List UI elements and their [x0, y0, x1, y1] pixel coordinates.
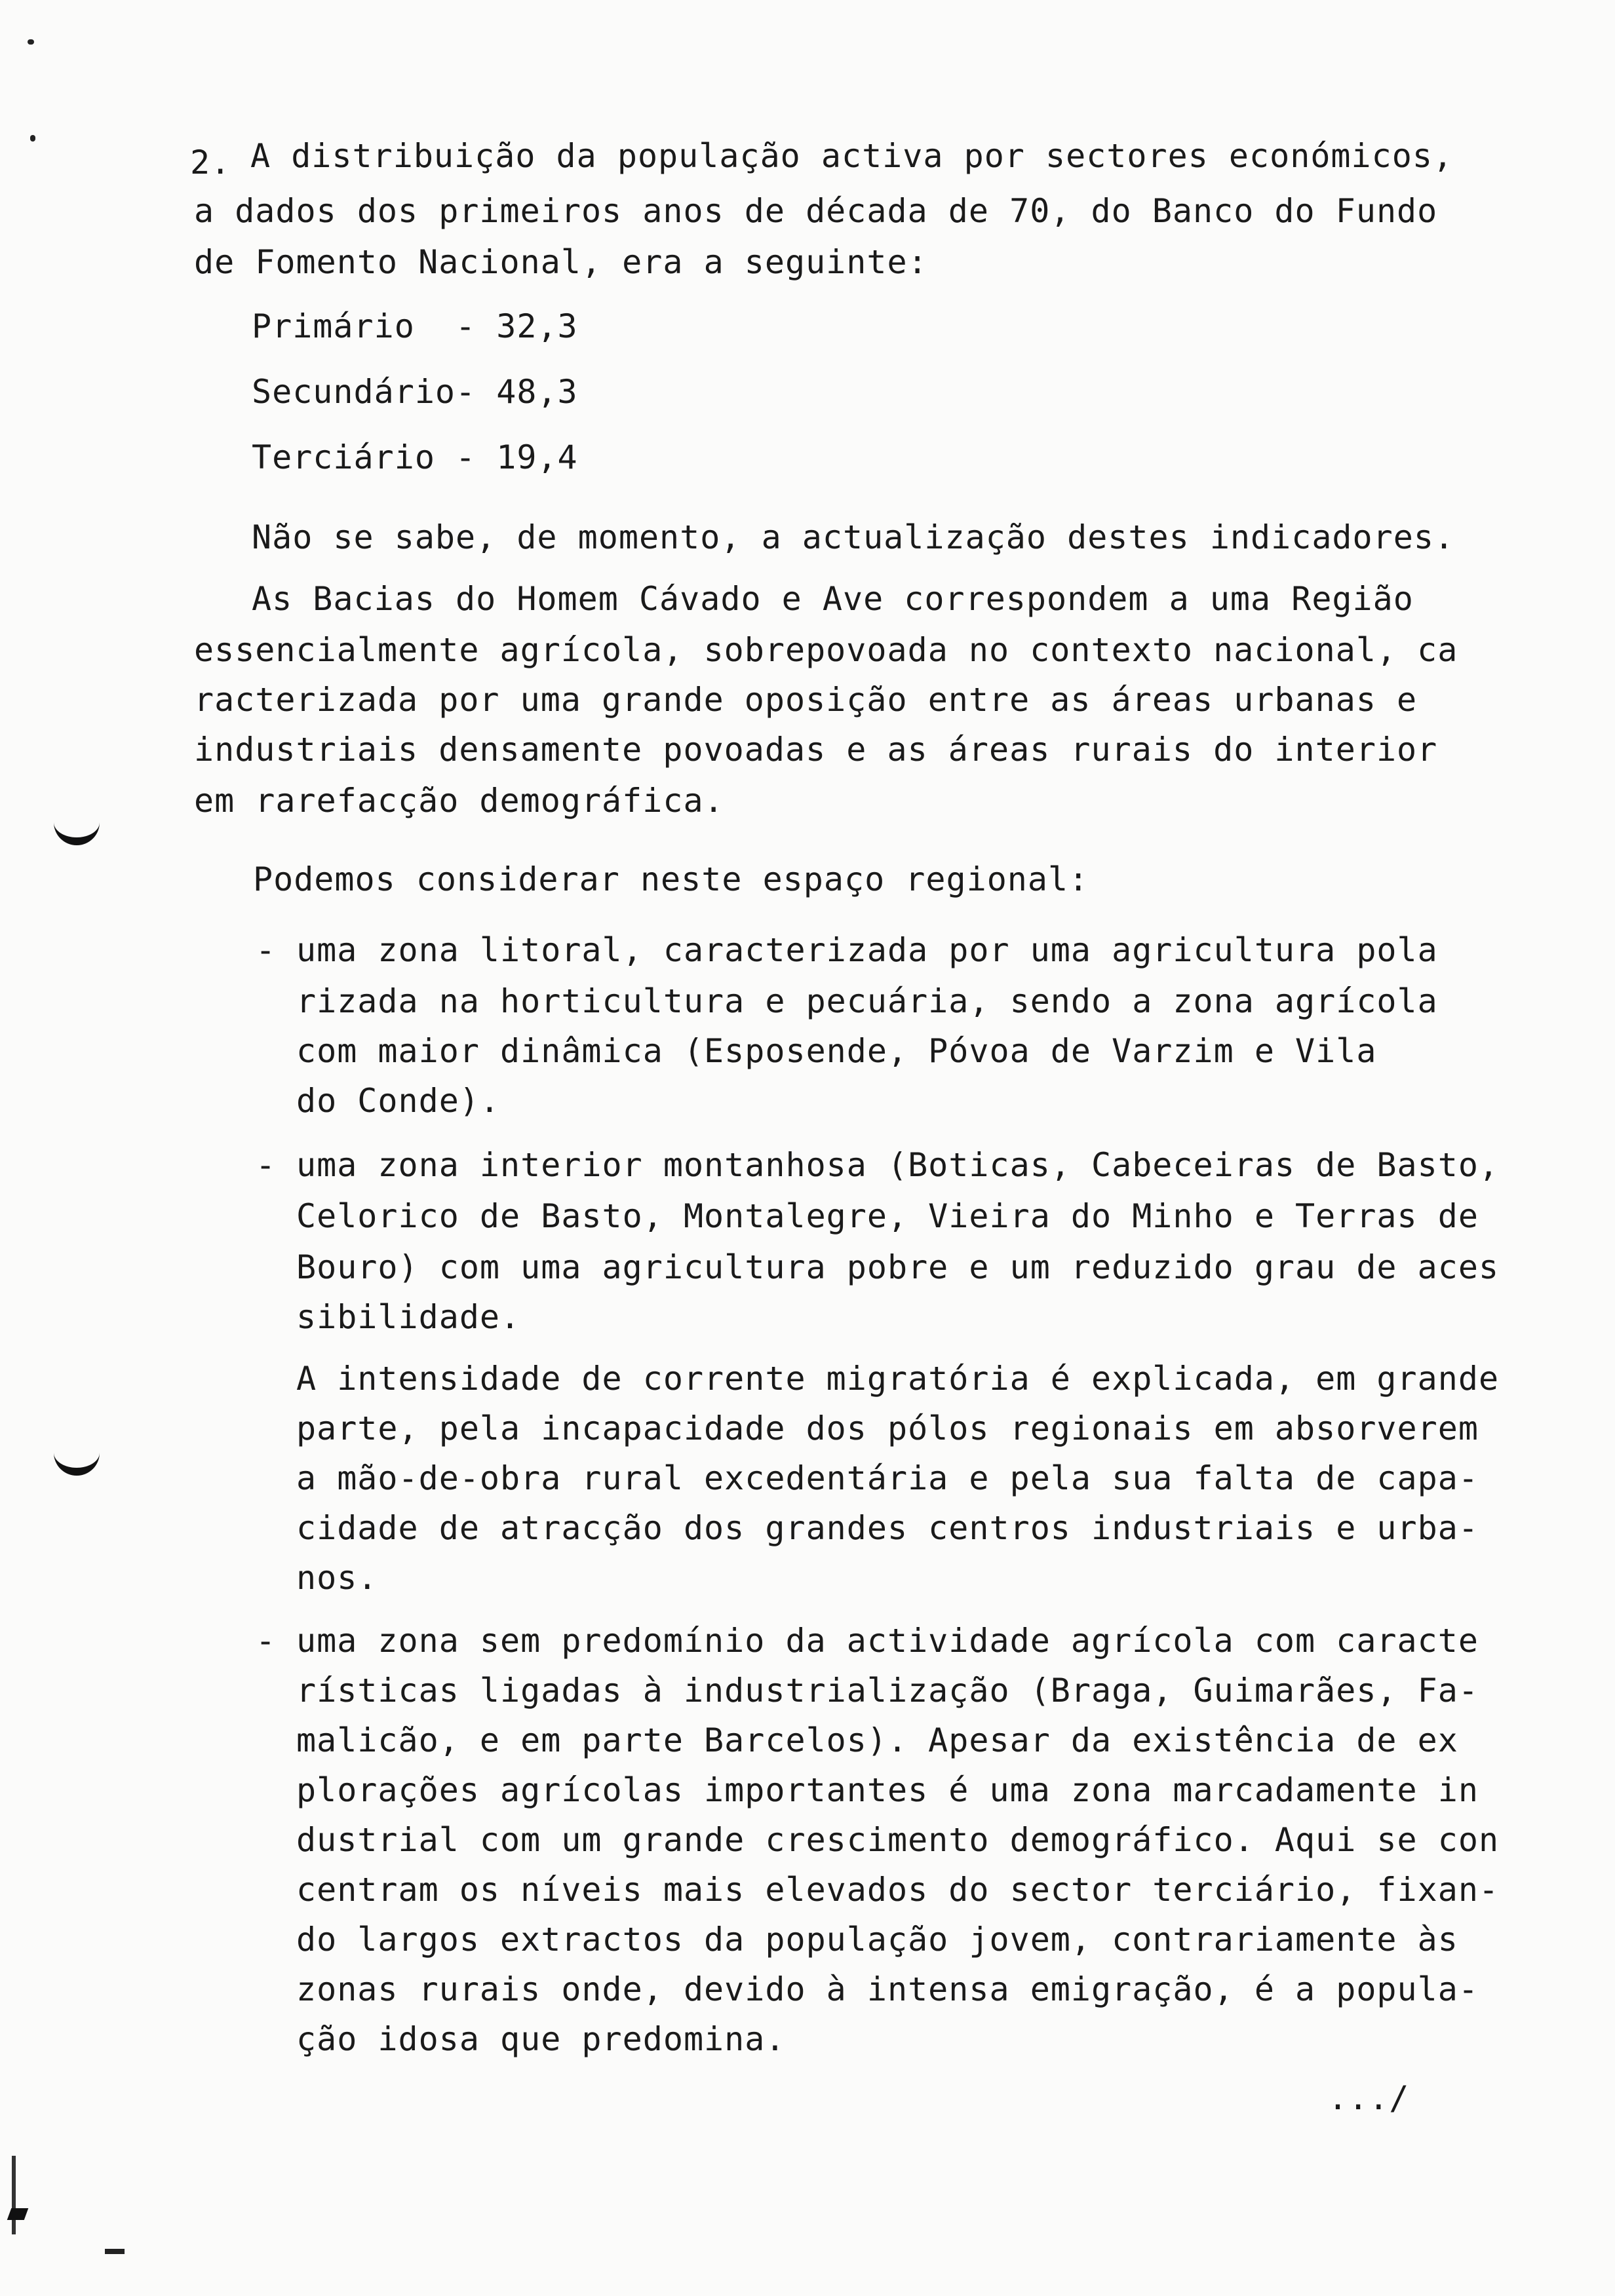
paragraph-line: a mão-de-obra rural excedentária e pela sua falta de capa- [296, 1459, 1479, 1497]
intro-line: Podemos considerar neste espaço regional: [253, 860, 1089, 898]
bullet-line: plorações agrícolas importantes é uma zona marcadamente in [296, 1771, 1479, 1809]
bullet-line: Bouro) com uma agricultura pobre e um reduzido grau de aces [296, 1248, 1500, 1286]
sector-row [252, 367, 578, 417]
bullet-line: sibilidade. [296, 1298, 521, 1336]
continuation-mark: .../ [1328, 2079, 1410, 2117]
scan-speck [7, 2208, 29, 2220]
bullet-dash: - [256, 1146, 277, 1184]
bullet-line: com maior dinâmica (Esposende, Póvoa de Varzim e Vila [296, 1032, 1377, 1070]
paragraph-line: cidade de atracção dos grandes centros industriais e urba- [296, 1509, 1479, 1547]
bullet-line: dustrial com um grande crescimento demográfico. Aqui se con [296, 1821, 1500, 1859]
paragraph-line: A intensidade de corrente migratória é explicada, em grande [296, 1360, 1500, 1398]
bullet-line: centram os níveis mais elevados do sector terciário, fixan- [296, 1871, 1500, 1909]
sector-row [252, 301, 578, 351]
sector-separator: - [414, 307, 497, 345]
section-number: 2. [190, 144, 231, 182]
bullet-line: uma zona litoral, caracterizada por uma agricultura pola [296, 931, 1438, 969]
sector-value: 19,4 [496, 438, 578, 476]
heading-line: a dados dos primeiros anos de década de 70, do Banco do Fundo [194, 192, 1438, 230]
paragraph-line: essencialmente agrícola, sobrepovoada no contexto nacional, ca [194, 631, 1458, 669]
bullet-line: malicão, e em parte Barcelos). Apesar da existência de ex [296, 1721, 1458, 1759]
heading-line: de Fomento Nacional, era a seguinte: [194, 243, 928, 281]
hole-punch-mark [54, 805, 100, 845]
bullet-line: rísticas ligadas à industrialização (Braga, Guimarães, Fa- [296, 1672, 1479, 1710]
scan-speck [105, 2249, 125, 2254]
hole-punch-mark [54, 1435, 100, 1476]
heading-line: A distribuição da população activa por sectores económicos, [250, 137, 1454, 175]
note-line: Não se sabe, de momento, a actualização destes indicadores. [252, 518, 1455, 556]
sector-row [252, 432, 578, 482]
bullet-line: zonas rurais onde, devido à intensa emigração, é a popula- [296, 1970, 1479, 2008]
scan-speck [30, 135, 35, 142]
sector-name: Terciário [252, 438, 435, 476]
bullet-line: Celorico de Basto, Montalegre, Vieira do Minho e Terras de [296, 1197, 1479, 1235]
sector-separator: - [456, 373, 497, 411]
sector-value: 48,3 [496, 373, 578, 411]
paragraph-line: industriais densamente povoadas e as áreas rurais do interior [194, 731, 1438, 769]
paragraph-line: As Bacias do Homem Cávado e Ave correspondem a uma Região [252, 580, 1414, 618]
bullet-line: do Conde). [296, 1082, 501, 1120]
scan-speck [28, 39, 34, 45]
paragraph-line: nos. [296, 1559, 378, 1597]
bullet-dash: - [256, 1622, 277, 1660]
bullet-line: do largos extractos da população jovem, contrariamente às [296, 1921, 1458, 1959]
bullet-line: uma zona sem predomínio da actividade agrícola com caracte [296, 1622, 1479, 1660]
sector-name: Primário [252, 307, 415, 345]
sector-name: Secundário [252, 373, 456, 411]
scan-speck [12, 2156, 16, 2234]
bullet-dash: - [256, 931, 277, 969]
bullet-line: rizada na horticultura e pecuária, sendo a zona agrícola [296, 982, 1438, 1020]
paragraph-line: racterizada por uma grande oposição entre as áreas urbanas e [194, 681, 1418, 719]
bullet-line: ção idosa que predomina. [296, 2020, 786, 2058]
paragraph-line: parte, pela incapacidade dos pólos regionais em absorverem [296, 1409, 1479, 1447]
bullet-line: uma zona interior montanhosa (Boticas, Cabeceiras de Basto, [296, 1146, 1500, 1184]
sector-value: 32,3 [496, 307, 578, 345]
paragraph-line: em rarefacção demográfica. [194, 782, 724, 820]
sector-separator: - [435, 438, 497, 476]
